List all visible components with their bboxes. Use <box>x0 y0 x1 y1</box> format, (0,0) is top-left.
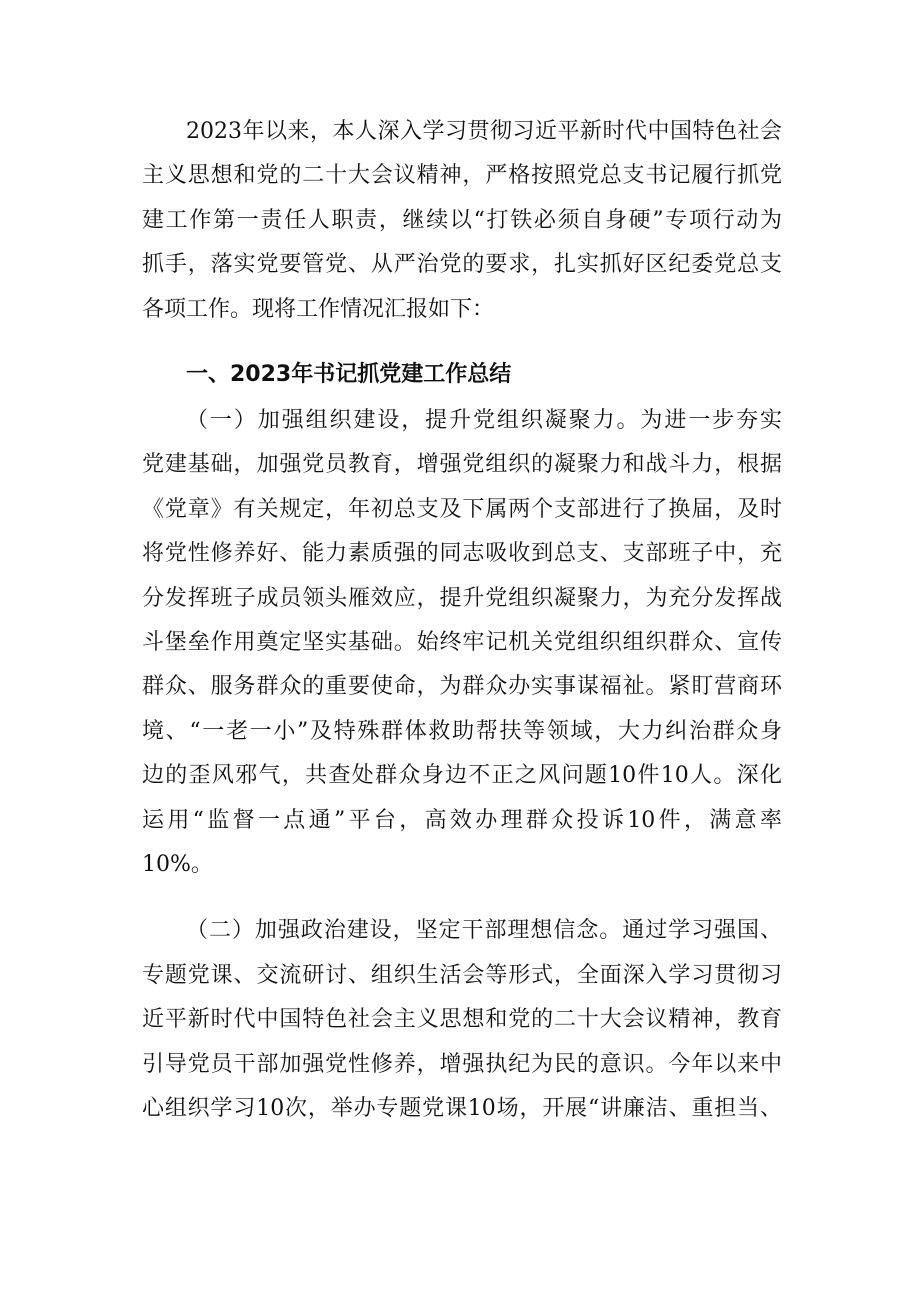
para1-line-6: 斗堡垒作用奠定坚实基础。始终牢记机关党组织组织群众、宣传 <box>142 630 782 655</box>
para1-line-7: 群众、服务群众的重要使命，为群众办实事谋福祉。紧盯营商环 <box>142 674 782 699</box>
para2-line-3: 近平新时代中国特色社会主义思想和党的二十大会议精神，教育 <box>142 1007 782 1032</box>
para1-line-1: （一）加强组织建设，提升党组织凝聚力。为进一步夯实 <box>186 408 782 433</box>
para1-line-3: 《党章》有关规定，年初总支及下属两个支部进行了换届，及时 <box>142 497 782 522</box>
intro-line-5: 各项工作。现将工作情况汇报如下： <box>142 297 495 322</box>
section-heading: 一、2023年书记抓党建工作总结 <box>186 362 512 387</box>
intro-line-2: 主义思想和党的二十大会议精神，严格按照党总支书记履行抓党 <box>142 163 782 188</box>
para1-line-10: 运用“监督一点通”平台，高效办理群众投诉10件，满意率 <box>142 808 782 833</box>
para2-line-5: 心组织学习10次，举办专题党课10场，开展“讲廉洁、重担当、 <box>142 1096 782 1121</box>
intro-line-1: 2023年以来，本人深入学习贯彻习近平新时代中国特色社会 <box>186 119 782 144</box>
para2-line-1: （二）加强政治建设，坚定干部理想信念。通过学习强国、 <box>186 918 782 943</box>
para1-line-4: 将党性修养好、能力素质强的同志吸收到总支、支部班子中，充 <box>142 541 782 566</box>
intro-line-3: 建工作第一责任人职责，继续以“打铁必须自身硬”专项行动为 <box>142 208 782 233</box>
intro-line-4: 抓手，落实党要管党、从严治党的要求，扎实抓好区纪委党总支 <box>142 252 782 277</box>
para1-line-2: 党建基础，加强党员教育，增强党组织的凝聚力和战斗力，根据 <box>142 452 782 477</box>
para2-line-2: 专题党课、交流研讨、组织生活会等形式，全面深入学习贯彻习 <box>142 963 782 988</box>
para1-line-9: 边的歪风邪气，共查处群众身边不正之风问题10件10人。深化 <box>142 763 782 788</box>
para2-line-4: 引导党员干部加强党性修养，增强执纪为民的意识。今年以来中 <box>142 1052 782 1077</box>
para1-line-5: 分发挥班子成员领头雁效应，提升党组织凝聚力，为充分发挥战 <box>142 586 782 611</box>
para1-line-8: 境、“一老一小”及特殊群体救助帮扶等领域，大力纠治群众身 <box>142 719 782 744</box>
para1-line-11: 10%。 <box>142 852 213 877</box>
